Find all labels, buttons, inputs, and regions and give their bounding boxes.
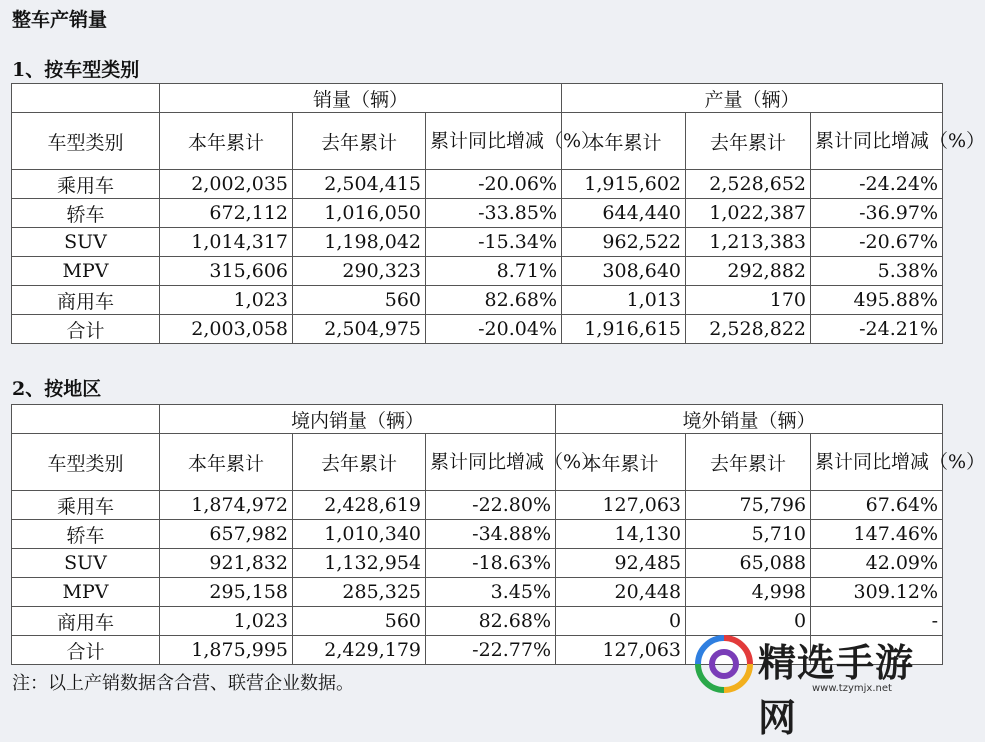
value-cell: 1,023 — [160, 607, 293, 636]
value-cell: 1,014,317 — [160, 228, 293, 257]
value-cell: -34.88% — [426, 520, 556, 549]
value-cell: 8.71% — [426, 257, 562, 286]
value-cell: 1,022,387 — [686, 199, 811, 228]
value-cell: 560 — [293, 607, 426, 636]
blank-corner — [12, 405, 160, 434]
value-cell: 1,132,954 — [293, 549, 426, 578]
table-by-model — [11, 83, 985, 344]
row-label-cell: MPV — [12, 257, 160, 286]
table-row — [12, 315, 943, 344]
table-row — [12, 520, 943, 549]
value-cell: 3.45% — [426, 578, 556, 607]
value-cell: -24.24% — [811, 170, 943, 199]
row-label-cell: 合计 — [12, 315, 160, 344]
table-row — [12, 199, 943, 228]
value-cell: 1,023 — [160, 286, 293, 315]
value-cell: 4,998 — [686, 578, 811, 607]
group-header-overseas: 境外销量（辆） — [556, 405, 943, 434]
value-cell: 292,882 — [686, 257, 811, 286]
value-cell: 82.68% — [426, 607, 556, 636]
value-cell: 2,504,975 — [293, 315, 426, 344]
group-header-production: 产量（辆） — [562, 84, 943, 113]
value-cell: 5.38% — [811, 257, 943, 286]
row-label-cell: 轿车 — [12, 520, 160, 549]
value-cell: 1,915,602 — [562, 170, 686, 199]
value-cell: 308,640 — [562, 257, 686, 286]
value-cell: 170 — [686, 286, 811, 315]
value-cell: 309.12% — [811, 578, 943, 607]
table-row — [12, 170, 943, 199]
column-header: 本年累计 — [562, 113, 686, 170]
value-cell: 2,528,652 — [686, 170, 811, 199]
value-cell: 75,796 — [686, 491, 811, 520]
value-cell: 921,832 — [160, 549, 293, 578]
row-label-cell: 乘用车 — [12, 170, 160, 199]
value-cell: 1,016,050 — [293, 199, 426, 228]
value-cell: 2,504,415 — [293, 170, 426, 199]
value-cell: 1,213,383 — [686, 228, 811, 257]
value-cell: 1,874,972 — [160, 491, 293, 520]
column-header: 车型类别 — [12, 113, 160, 170]
value-cell: 127,063 — [556, 636, 686, 665]
value-cell: 1,875,995 — [160, 636, 293, 665]
value-cell: -20.67% — [811, 228, 943, 257]
value-cell: -22.77% — [426, 636, 556, 665]
value-cell: -36.97% — [811, 199, 943, 228]
column-header: 去年累计 — [293, 434, 426, 491]
table-row — [12, 286, 943, 315]
value-cell: - — [811, 607, 943, 636]
value-cell: 92,485 — [556, 549, 686, 578]
value-cell: 2,429,179 — [293, 636, 426, 665]
value-cell: 2,428,619 — [293, 491, 426, 520]
watermark-text: 精选手游网 — [758, 641, 915, 740]
table-row — [12, 228, 943, 257]
value-cell: 1,916,615 — [562, 315, 686, 344]
value-cell: -22.80% — [426, 491, 556, 520]
group-header-sales: 销量（辆） — [160, 84, 562, 113]
value-cell: 147.46% — [811, 520, 943, 549]
row-label-cell: SUV — [12, 549, 160, 578]
page-title: 整车产销量 — [12, 9, 108, 31]
value-cell: 560 — [293, 286, 426, 315]
value-cell: 1,013 — [562, 286, 686, 315]
column-header: 去年累计 — [686, 434, 811, 491]
value-cell: 0 — [686, 607, 811, 636]
column-header: 去年累计 — [686, 113, 811, 170]
value-cell: 14,130 — [556, 520, 686, 549]
value-cell: 82.68% — [426, 286, 562, 315]
column-header: 累计同比增减（%） — [426, 113, 562, 170]
column-header: 本年累计 — [160, 434, 293, 491]
value-cell: 2,528,822 — [686, 315, 811, 344]
watermark-url: www.tzymjx.net — [812, 683, 892, 694]
value-cell: 20,448 — [556, 578, 686, 607]
row-label-cell: 商用车 — [12, 607, 160, 636]
section2-title: 2、按地区 — [12, 378, 102, 400]
value-cell: -24.21% — [811, 315, 943, 344]
column-header: 本年累计 — [160, 113, 293, 170]
value-cell: -15.34% — [426, 228, 562, 257]
row-label-cell: 乘用车 — [12, 491, 160, 520]
value-cell: 295,158 — [160, 578, 293, 607]
value-cell: 67.64% — [811, 491, 943, 520]
section1-title: 1、按车型类别 — [12, 59, 140, 81]
table-row — [12, 257, 943, 286]
value-cell: 672,112 — [160, 199, 293, 228]
value-cell: 962,522 — [562, 228, 686, 257]
value-cell: 127,063 — [556, 491, 686, 520]
value-cell: -33.85% — [426, 199, 562, 228]
value-cell: 657,982 — [160, 520, 293, 549]
value-cell: -20.04% — [426, 315, 562, 344]
footnote: 注：以上产销数据含合营、联营企业数据。 — [12, 673, 354, 694]
column-header: 去年累计 — [293, 113, 426, 170]
row-label-cell: 合计 — [12, 636, 160, 665]
row-label-cell: SUV — [12, 228, 160, 257]
value-cell: 644,440 — [562, 199, 686, 228]
value-cell: 315,606 — [160, 257, 293, 286]
table-row — [12, 549, 943, 578]
row-label-cell: 轿车 — [12, 199, 160, 228]
value-cell: 495.88% — [811, 286, 943, 315]
value-cell: 2,003,058 — [160, 315, 293, 344]
row-label-cell: MPV — [12, 578, 160, 607]
value-cell: -18.63% — [426, 549, 556, 578]
group-header-domestic: 境内销量（辆） — [160, 405, 556, 434]
table-row — [12, 491, 943, 520]
swirl-logo-icon — [692, 632, 756, 696]
value-cell: 290,323 — [293, 257, 426, 286]
watermark-logo — [690, 624, 942, 740]
blank-corner — [12, 84, 160, 113]
value-cell: -20.06% — [426, 170, 562, 199]
column-header: 本年累计 — [556, 434, 686, 491]
value-cell: 2,002,035 — [160, 170, 293, 199]
value-cell: 1,198,042 — [293, 228, 426, 257]
value-cell: 285,325 — [293, 578, 426, 607]
value-cell: 42.09% — [811, 549, 943, 578]
column-header: 车型类别 — [12, 434, 160, 491]
row-label-cell: 商用车 — [12, 286, 160, 315]
value-cell: 0 — [556, 607, 686, 636]
column-header: 累计同比增减（%） — [811, 434, 943, 491]
table-row — [12, 578, 943, 607]
value-cell: 1,010,340 — [293, 520, 426, 549]
value-cell: 5,710 — [686, 520, 811, 549]
value-cell: 65,088 — [686, 549, 811, 578]
column-header: 累计同比增减（%） — [426, 434, 556, 491]
column-header: 累计同比增减（%） — [811, 113, 943, 170]
